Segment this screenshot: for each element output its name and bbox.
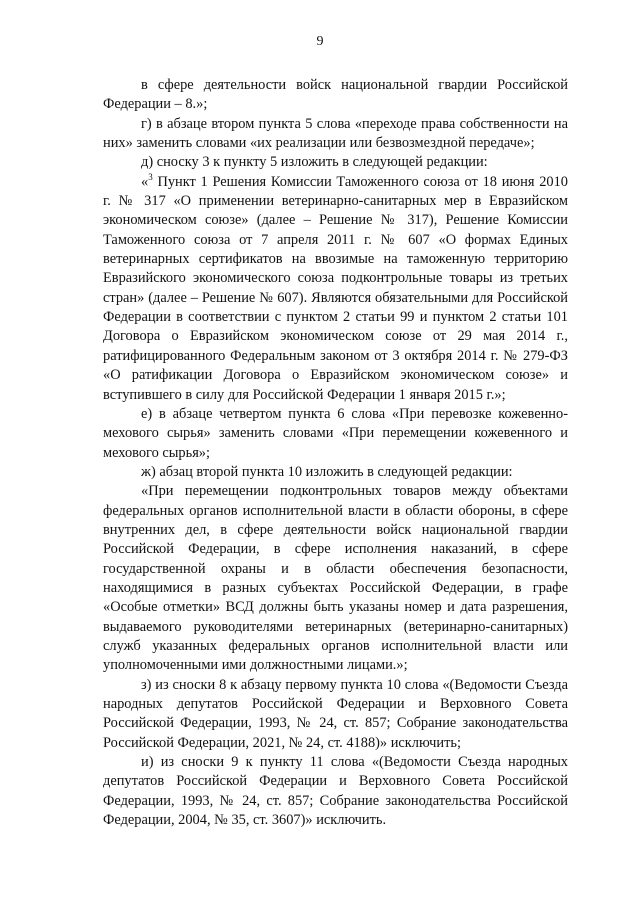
paragraph-1: в сфере деятельности войск национальной гвардии Российской Федерации – 8.»;: [103, 77, 568, 113]
paragraph-8: з) из сноски 8 к абзацу первому пункта 10 слова «(Ведомости Съезда народных депутатов Российской Федерации и Верховного Совета Российской Федерации, 1993, № 24, ст. 857; Собрание законодательства Российской Федерации, 2021, № 24, ст. 4188)» исключить;: [103, 676, 568, 751]
footnote-marker: 3: [148, 171, 153, 182]
paragraph-4-footnote-3: [103, 173, 568, 405]
paragraph-6: ж) абзац второй пункта 10 изложить в следующей редакции:: [141, 463, 513, 480]
page-number: 9: [316, 34, 324, 49]
paragraph-3: д) сноску 3 к пункту 5 изложить в следующей редакции:: [141, 154, 488, 171]
document-body: [103, 76, 568, 830]
paragraph-7: «При перемещении подконтрольных товаров между объектами федеральных органов исполнительной власти в области обороны, в сфере внутренних дел, в сфере деятельности войск национальной гвардии Российской Федерации, в сфере исполнения наказаний, в сфере государственной охраны и в области обеспечения безопасности, находящимися в разных субъектах Российской Федерации, в графе «Особые отметки» ВСД должны быть указаны номер и дата разрешения, выдаваемого руководителями ветеринарных (ветеринарно-санитарных) служб указанных федеральных органов исполнительной власти или уполномоченными ими должностными лицами.»;: [103, 483, 568, 674]
paragraph-2: г) в абзаце втором пункта 5 слова «переходе права собственности на них» заменить словами «их реализации или безвозмездной передаче»;: [103, 115, 568, 152]
quote-open: «: [141, 173, 149, 190]
paragraph-9: и) из сноски 9 к пункту 11 слова «(Ведомости Съезда народных депутатов Российской Федерации и Верховного Совета Российской Федерации, 1993, № 24, ст. 857; Собрание законодательства Российской Федерации, 2004, № 35, ст. 3607)» исключить.: [103, 754, 568, 829]
paragraph-4-text: Пункт 1 Решения Комиссии Таможенного союза от 18 июня 2010 г. № 317 «О применении ветеринарно-санитарных мер в Евразийском экономическом союзе» (далее – Решение № 317), Решение Комиссии Таможенного союза от 7 апреля 2011 г. № 607 «О формах Единых ветеринарных сертификатов на ввозимые на таможенную территорию Евразийского экономического союза подконтрольные товары из третьих стран» (далее – Решение № 607). Являются обязательными для Российской Федерации в соответствии с пунктом 2 статьи 99 и пунктом 2 статьи 101 Договора о Евразийском экономическом союзе от 29 мая 2014 г., ратифицированного Федеральным законом от 3 октября 2014 г. № 279-ФЗ «О ратификации Договора о Евразийском экономическом союзе» и вступившего в силу для Российской Федерации 1 января 2015 г.»;: [103, 173, 568, 403]
paragraph-5: е) в абзаце четвертом пункта 6 слова «При перевозке кожевенно-мехового сырья» заменить словами «При перемещении кожевенного и мехового сырья»;: [103, 405, 568, 461]
